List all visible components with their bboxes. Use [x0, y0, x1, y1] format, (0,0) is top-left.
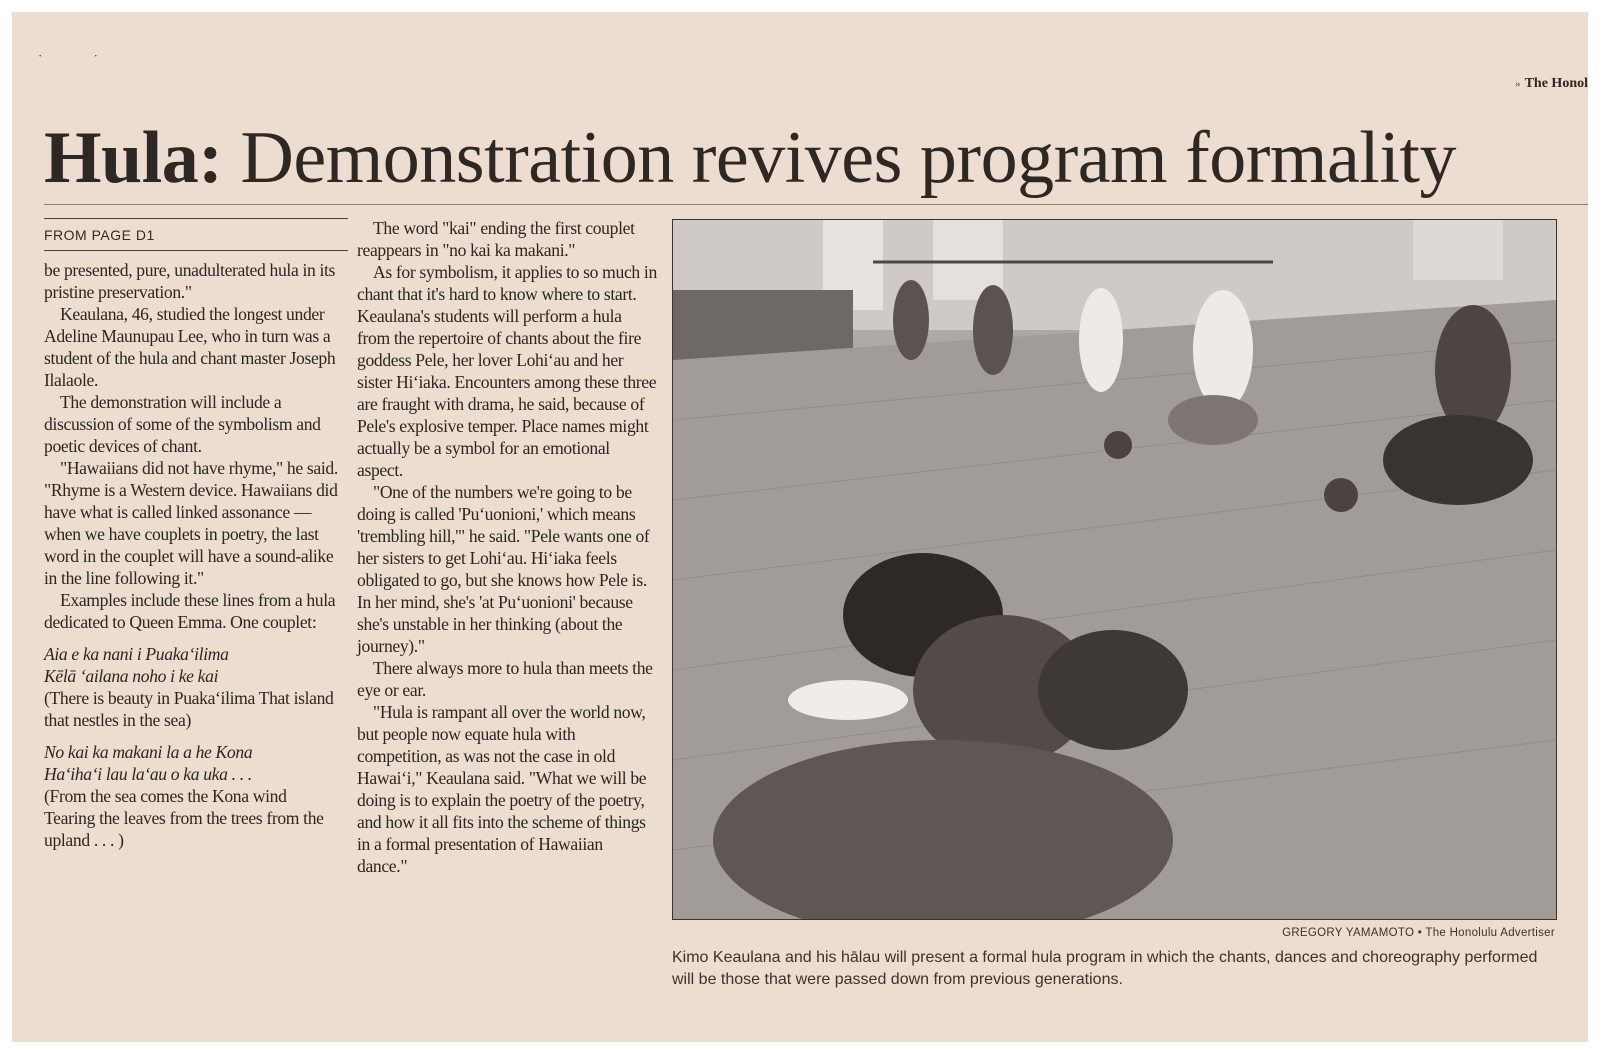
- masthead-text: The Honol: [1524, 76, 1588, 91]
- corner-marks: · ·: [38, 48, 122, 63]
- verse-line: No kai ka makani la a he Kona: [44, 742, 253, 762]
- photo-caption: Kimo Keaulana and his hālau will present a formal hula program in which the chants, dances and choreography performed will be those that were passed down from previous generations.: [672, 949, 1538, 988]
- paragraph: Examples include these lines from a hula dedicated to Queen Emma. One couplet:: [44, 590, 336, 632]
- headline-title: Demonstration revives program formality: [240, 117, 1456, 199]
- article-column-2: [357, 217, 657, 877]
- paragraph: "Hula is rampant all over the world now, but people now equate hula with competition, as was not the case in old Hawaiʻi," Keaulana said. "What we will be doing is to explain the poetry of the poetry, and how it all fits into the scheme of things in a formal presentation of Hawaiian dance.": [357, 702, 647, 876]
- verse-translation: (There is beauty in Puakaʻilima That island that nestles in the sea): [44, 688, 334, 730]
- paragraph: There always more to hula than meets the eye or ear.: [357, 658, 653, 700]
- jump-line: FROM PAGE D1: [44, 218, 348, 251]
- verse-translation: Tearing the leaves from the trees from the upland . . . ): [44, 808, 324, 850]
- paragraph: The demonstration will include a discussion of some of the symbolism and poetic devices of chant.: [44, 392, 321, 456]
- paragraph: The word "kai" ending the first couplet reappears in "no kai ka makani.": [357, 218, 635, 260]
- paragraph: As for symbolism, it applies to so much in chant that it's hard to know where to start. Keaulana's students will perform a hula from the repertoire of chants about the fire goddess Pele, her lover Lohiʻau and her sister Hiʻiaka. Encounters among these three are fraught with drama, he said, because of Pele's explosive temper. Place names might actually be a symbol for an emotional aspect.: [357, 262, 657, 480]
- newspaper-clipping: [12, 12, 1588, 1042]
- paragraph: be presented, pure, unadulterated hula in its pristine preservation.": [44, 260, 336, 302]
- verse-translation: (From the sea comes the Kona wind: [44, 786, 287, 806]
- verse-1: [44, 643, 348, 731]
- photo-credit: GREGORY YAMAMOTO • The Honolulu Advertiser: [1282, 927, 1555, 939]
- verse-2: [44, 741, 348, 851]
- paragraph: Keaulana, 46, studied the longest under Adeline Maunupau Lee, who in turn was a student of the hula and chant master Joseph Ilalaole.: [44, 304, 336, 390]
- hula-dancers-photo: [673, 220, 1556, 919]
- masthead-arrow: »: [1515, 78, 1521, 90]
- verse-line: Haʻihaʻi lau laʻau o ka uka . . .: [44, 764, 252, 784]
- headline-rule: [44, 204, 1588, 205]
- paragraph: "One of the numbers we're going to be doing is called 'Puʻuonioni,' which means 'trembling hill,'" he said. "Pele wants one of her sisters to get Lohiʻau. Hiʻiaka feels obligated to go, but she knows how Pele is. In her mind, she's 'at Puʻuonioni' because she's unstable in her thinking (about the journey).": [357, 482, 650, 656]
- paragraph: "Hawaiians did not have rhyme," he said. "Rhyme is a Western device. Hawaiians did have what is called linked assonance — when we have couplets in poetry, the last word in the couplet will have a sound-alike in the line following it.": [44, 458, 338, 588]
- news-photo: [672, 219, 1557, 920]
- headline-kicker: Hula:: [44, 117, 223, 199]
- verse-line: Aia e ka nani i Puakaʻilima: [44, 644, 229, 664]
- masthead-tag: [1515, 76, 1588, 92]
- article-column-1: [44, 218, 348, 851]
- column-1-body: [44, 259, 348, 633]
- verse-line: Kēlā ʻailana noho i ke kai: [44, 666, 219, 686]
- headline: [44, 114, 1584, 202]
